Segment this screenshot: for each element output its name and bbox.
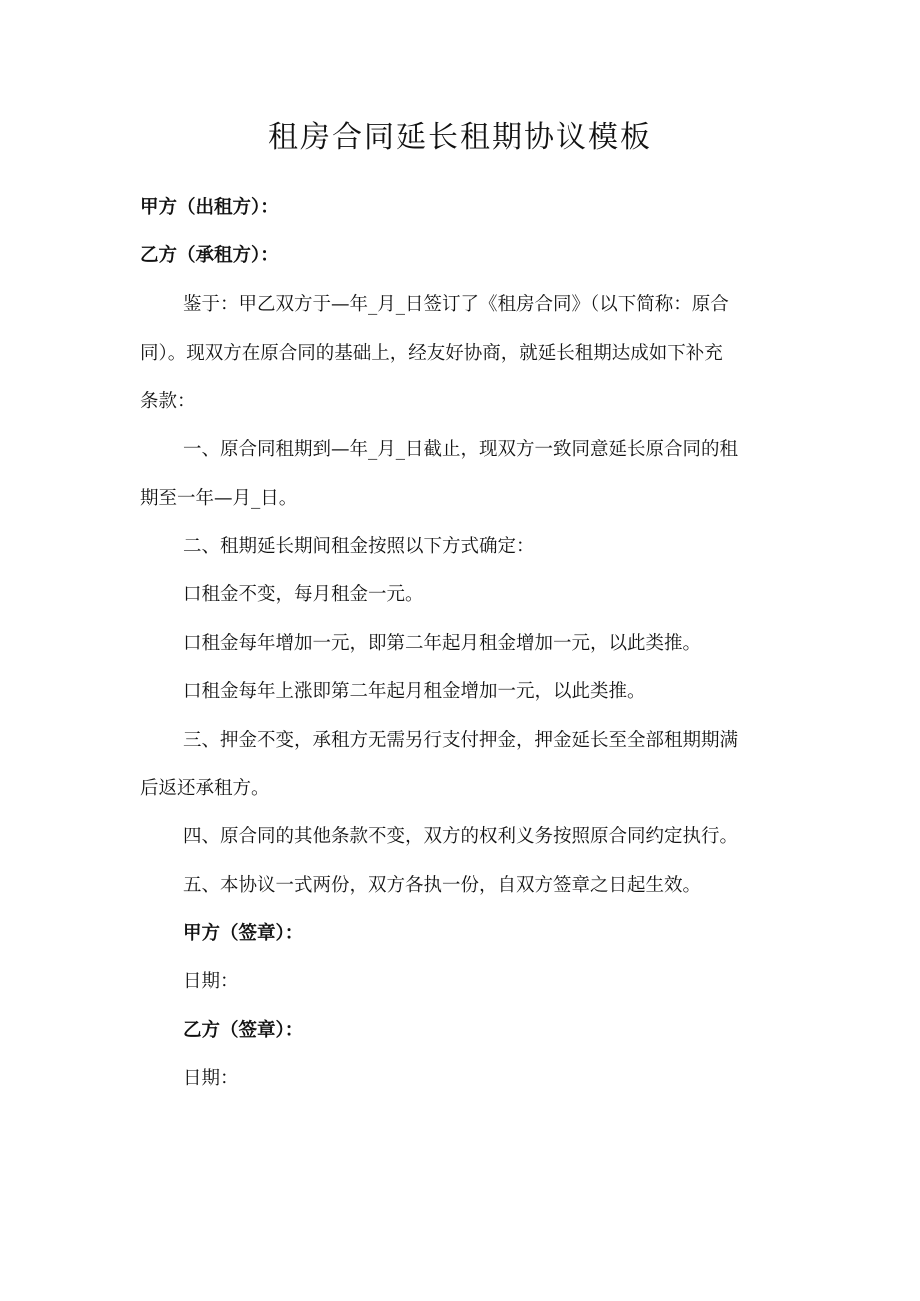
clause-1-line-1: 一、原合同租期到—年_月_日截止，现双方一致同意延长原合同的租 bbox=[183, 439, 739, 460]
document-title: 租房合同延长租期协议模板 bbox=[268, 120, 652, 155]
clause-3-line-1: 三、押金不变，承租方无需另行支付押金，押金延长至全部租期期满 bbox=[183, 730, 739, 751]
rent-option-1: 口租金不变，每月租金一元。 bbox=[183, 584, 424, 605]
date-b-label: 日期： bbox=[183, 1068, 239, 1089]
preamble-line-1: 鉴于：甲乙双方于—年_月_日签订了《租房合同》（以下简称：原合 bbox=[183, 294, 729, 315]
clause-4: 四、原合同的其他条款不变，双方的权利义务按照原合同约定执行。 bbox=[183, 826, 739, 847]
rent-option-3: 口租金每年上涨即第二年起月租金增加一元，以此类推。 bbox=[183, 681, 646, 702]
party-b-label: 乙方（承租方）： bbox=[140, 245, 279, 266]
party-a-label: 甲方（出租方）： bbox=[140, 197, 279, 218]
preamble-line-3: 条款： bbox=[140, 391, 196, 412]
clause-5: 五、本协议一式两份，双方各执一份，自双方签章之日起生效。 bbox=[183, 875, 702, 896]
preamble-line-2: 同）。现双方在原合同的基础上，经友好协商，就延长租期达成如下补充 bbox=[140, 343, 723, 364]
clause-3-line-2: 后返还承租方。 bbox=[140, 778, 270, 799]
rent-option-2: 口租金每年增加一元，即第二年起月租金增加一元，以此类推。 bbox=[183, 633, 702, 654]
signature-a-label: 甲方（签章）： bbox=[183, 923, 304, 944]
signature-b-label: 乙方（签章）： bbox=[183, 1020, 304, 1041]
clause-2: 二、租期延长期间租金按照以下方式确定： bbox=[183, 536, 535, 557]
clause-1-line-2: 期至一年—月_日。 bbox=[140, 488, 298, 509]
date-a-label: 日期： bbox=[183, 971, 239, 992]
